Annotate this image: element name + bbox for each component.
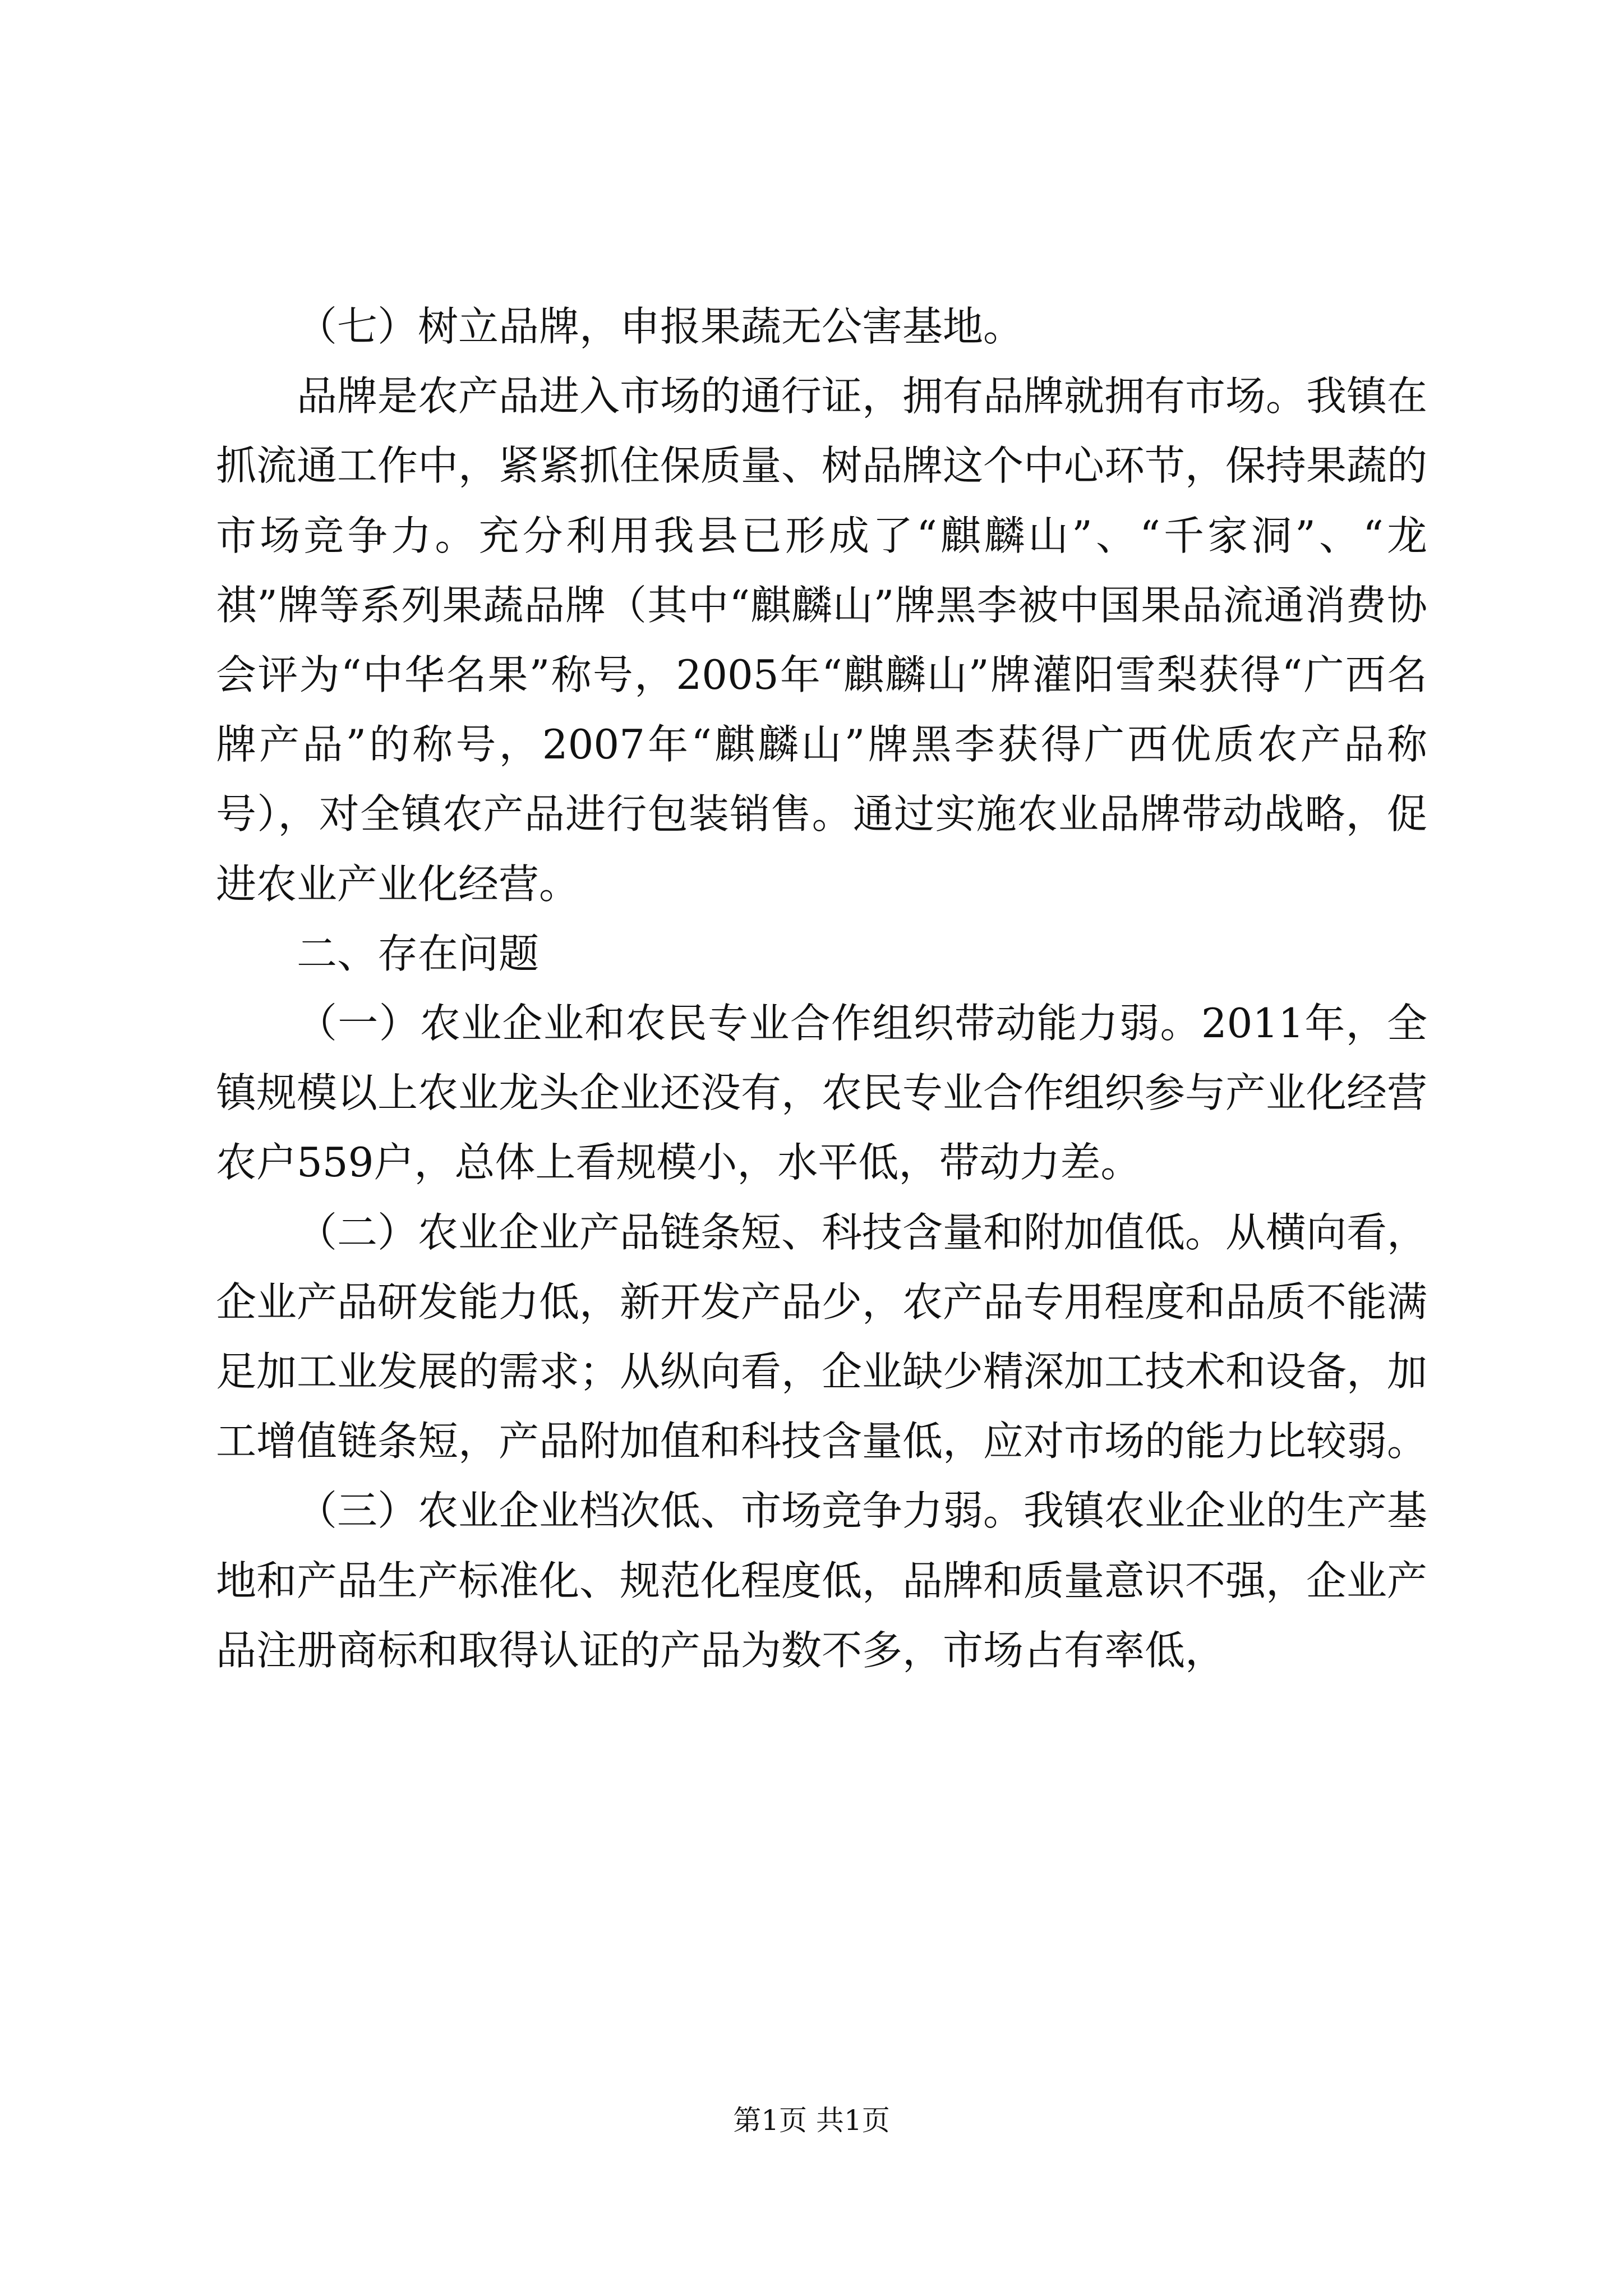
paragraph-brand-description: 品牌是农产品进入市场的通行证，拥有品牌就拥有市场。我镇在抓流通工作中，紧紧抓住保质量、树品牌这个中心环节，保持果蔬的市场竞争力。充分利用我县已形成了“麒麟山”、“千家洞”、“龙祺”牌等系列果蔬品牌（其中“麒麟山”牌黑李被中国果品流通消费协会评为“中华名果”称号，2005年“麒麟山”牌灌阳雪梨获得“广西名牌产品”的称号，2007年“麒麟山”牌黑李获得广西优质农产品称号），对全镇农产品进行包装销售。通过实施农业品牌带动战略，促进农业产业化经营。 [216,372,1428,908]
page-footer: 第1页 共1页 [733,2104,890,2137]
paragraph-problem-1: （一）农业企业和农民专业合作组织带动能力弱。2011年，全镇规模以上农业龙头企业还没有，农民专业合作组织参与产业化经营农户559户，总体上看规模小，水平低，带动力差。 [216,1000,1428,1186]
paragraph-section-7-heading: （七）树立品牌，申报果蔬无公害基地。 [297,303,1024,350]
paragraph-problems-heading: 二、存在问题 [297,930,540,977]
document-body [216,292,1427,1685]
paragraph-problem-3: （三）农业企业档次低、市场竞争力弱。我镇农业企业的生产基地和产品生产标准化、规范化程度低，品牌和质量意识不强，企业产品注册商标和取得认证的产品为数不多，市场占有率低， [216,1487,1428,1674]
paragraph-problem-2: （二）农业企业产品链条短、科技含量和附加值低。从横向看，企业产品研发能力低，新开发产品少，农产品专用程度和品质不能满足加工业发展的需求；从纵向看，企业缺少精深加工技术和设备，加工增值链条短，产品附加值和科技含量低，应对市场的能力比较弱。 [216,1208,1428,1465]
